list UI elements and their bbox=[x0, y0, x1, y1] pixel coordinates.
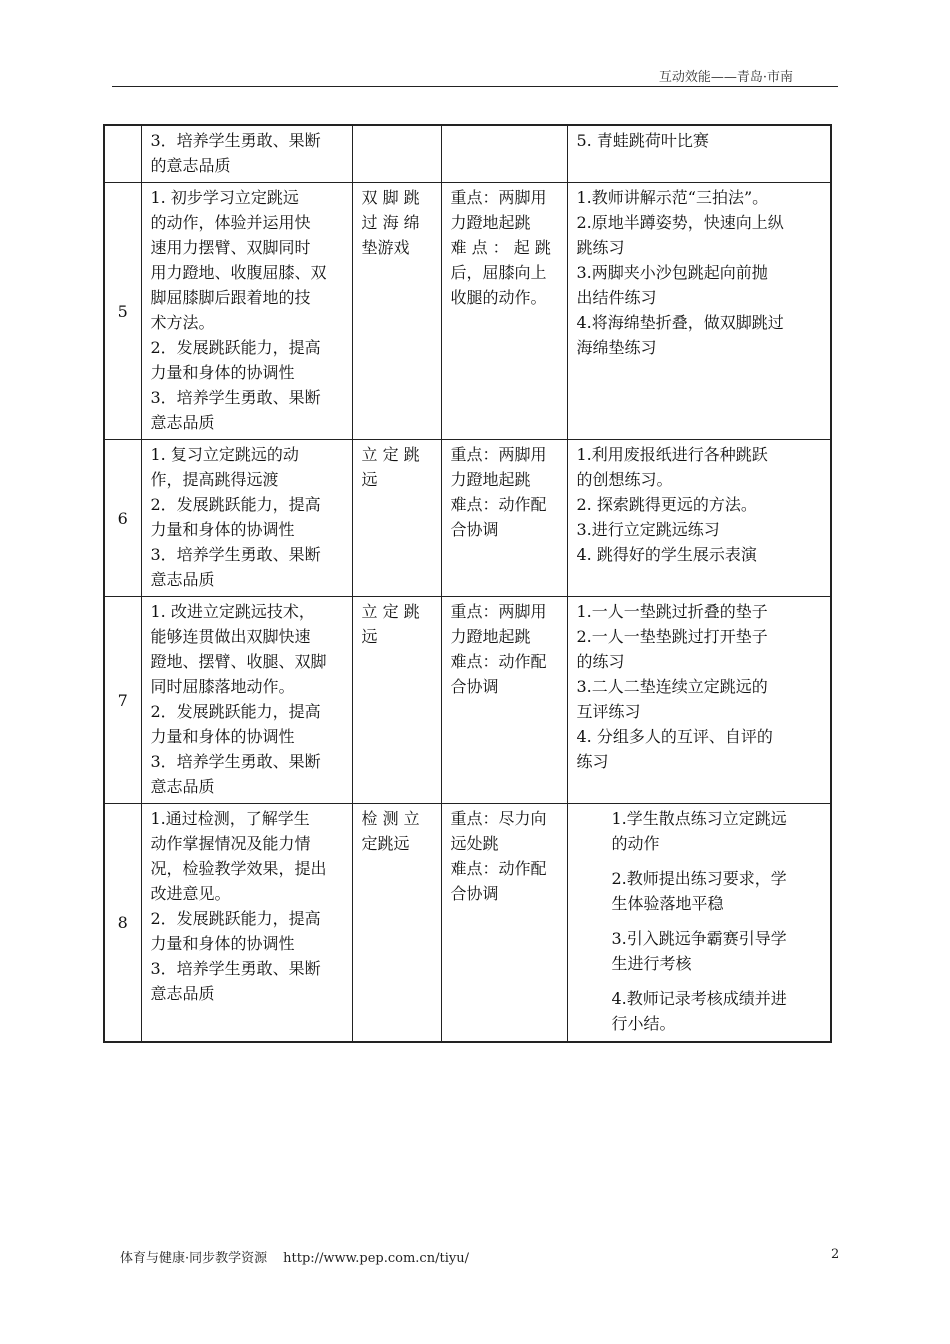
goal-line: 的意志品质 bbox=[150, 156, 231, 175]
content-line: 检 测 立 bbox=[361, 809, 420, 828]
content-line: 立 定 跳 bbox=[361, 445, 420, 464]
keypoints-cell bbox=[441, 125, 567, 183]
keypoint-line: 重点：两脚用 bbox=[450, 602, 547, 621]
page-number: 2 bbox=[831, 1247, 840, 1262]
content-cell bbox=[352, 183, 441, 440]
method-line: 练习 bbox=[576, 752, 609, 771]
goal-line: 3．培养学生勇敢、果断 bbox=[150, 752, 321, 771]
goal-line: 2．发展跳跃能力，提高 bbox=[150, 495, 321, 514]
methods-cell bbox=[567, 804, 831, 1042]
method-line: 4. 分组多人的互评、自评的 bbox=[576, 727, 773, 746]
goals-cell bbox=[141, 597, 352, 804]
content-line: 远 bbox=[361, 470, 378, 489]
content-line: 立 定 跳 bbox=[361, 602, 420, 621]
page-footer bbox=[120, 1247, 469, 1266]
method-line: 1.利用废报纸进行各种跳跃 bbox=[576, 445, 768, 464]
keypoint-line: 后，屈膝向上 bbox=[450, 263, 547, 282]
methods-cell bbox=[567, 183, 831, 440]
content-line: 定跳远 bbox=[361, 834, 410, 853]
goal-line: 改进意见。 bbox=[150, 884, 231, 903]
content-line: 双 脚 跳 bbox=[361, 188, 420, 207]
method-line: 1.一人一垫跳过折叠的垫子 bbox=[576, 602, 768, 621]
method-line: 1.教师讲解示范“三拍法”。 bbox=[576, 188, 769, 207]
keypoint-line: 力蹬地起跳 bbox=[450, 213, 531, 232]
content-line: 远 bbox=[361, 627, 378, 646]
keypoints-cell bbox=[441, 597, 567, 804]
method-line: 3.进行立定跳远练习 bbox=[576, 520, 720, 539]
content-cell bbox=[352, 125, 441, 183]
method-line: 3.两脚夹小沙包跳起向前抛 bbox=[576, 263, 768, 282]
method-line: 5. 青蛙跳荷叶比赛 bbox=[576, 131, 709, 150]
goal-line: 作，提高跳得远渡 bbox=[150, 470, 279, 489]
footer-url-link[interactable]: http://www.pep.com.cn/tiyu/ bbox=[283, 1251, 469, 1266]
goal-line: 同时屈膝落地动作。 bbox=[150, 677, 295, 696]
method-line: 2.一人一垫垫跳过打开垫子 bbox=[576, 627, 768, 646]
method-line: 海绵垫练习 bbox=[576, 338, 657, 357]
goal-line: 的动作，体验并运用快 bbox=[150, 213, 311, 232]
keypoint-line: 重点：尽力向 bbox=[450, 809, 547, 828]
goal-line: 意志品质 bbox=[150, 570, 215, 589]
goal-line: 3．培养学生勇敢、果断 bbox=[150, 131, 321, 150]
method-line: 3.引入跳远争霸赛引导学 bbox=[611, 929, 787, 948]
keypoint-line: 难点：动作配 bbox=[450, 652, 547, 671]
goals-cell bbox=[141, 125, 352, 183]
keypoint-line: 合协调 bbox=[450, 520, 499, 539]
method-line: 2. 探索跳得更远的方法。 bbox=[576, 495, 757, 514]
method-line: 4. 跳得好的学生展示表演 bbox=[576, 545, 757, 564]
methods-cell bbox=[567, 597, 831, 804]
goal-line: 蹬地、摆臂、收腿、双脚 bbox=[150, 652, 327, 671]
goal-line: 2．发展跳跃能力，提高 bbox=[150, 702, 321, 721]
methods-cell bbox=[567, 125, 831, 183]
goals-cell bbox=[141, 440, 352, 597]
goal-line: 力量和身体的协调性 bbox=[150, 520, 295, 539]
keypoint-line: 难 点 ： 起 跳 bbox=[450, 238, 551, 257]
keypoint-line: 收腿的动作。 bbox=[450, 288, 547, 307]
keypoint-line: 难点：动作配 bbox=[450, 859, 547, 878]
method-line: 的创想练习。 bbox=[576, 470, 673, 489]
goal-line: 脚屈膝脚后跟着地的技 bbox=[150, 288, 311, 307]
page-header-text: 互动效能——青岛·市南 bbox=[658, 70, 793, 85]
goal-line: 1. 初步学习立定跳远 bbox=[150, 188, 299, 207]
method-line: 3.二人二垫连续立定跳远的 bbox=[576, 677, 768, 696]
method-line: 的动作 bbox=[611, 834, 660, 853]
goal-line: 速用力摆臂、双脚同时 bbox=[150, 238, 311, 257]
goals-cell bbox=[141, 183, 352, 440]
keypoint-line: 重点：两脚用 bbox=[450, 188, 547, 207]
keypoint-line: 力蹬地起跳 bbox=[450, 470, 531, 489]
goal-line: 力量和身体的协调性 bbox=[150, 727, 295, 746]
table-row bbox=[104, 125, 831, 183]
method-line: 4.教师记录考核成绩并进 bbox=[611, 989, 787, 1008]
goal-line: 力量和身体的协调性 bbox=[150, 934, 295, 953]
method-line: 跳练习 bbox=[576, 238, 625, 257]
keypoints-cell bbox=[441, 183, 567, 440]
keypoints-cell bbox=[441, 440, 567, 597]
lesson-number: 6 bbox=[104, 440, 141, 597]
goal-line: 3．培养学生勇敢、果断 bbox=[150, 545, 321, 564]
method-line: 互评练习 bbox=[576, 702, 641, 721]
goal-line: 1. 改进立定跳远技术， bbox=[150, 602, 315, 621]
goal-line: 2．发展跳跃能力，提高 bbox=[150, 909, 321, 928]
lesson-number bbox=[104, 125, 141, 183]
keypoint-line: 重点：两脚用 bbox=[450, 445, 547, 464]
method-line: 行小结。 bbox=[611, 1014, 676, 1033]
goal-line: 意志品质 bbox=[150, 777, 215, 796]
method-line: 的练习 bbox=[576, 652, 625, 671]
lesson-plan-table bbox=[103, 124, 832, 1043]
footer-source: 体育与健康·同步教学资源 bbox=[120, 1251, 268, 1266]
goal-line: 1. 复习立定跳远的动 bbox=[150, 445, 299, 464]
header-divider bbox=[112, 86, 838, 87]
keypoint-line: 合协调 bbox=[450, 884, 499, 903]
lesson-number: 7 bbox=[104, 597, 141, 804]
keypoint-line: 合协调 bbox=[450, 677, 499, 696]
method-line: 4.将海绵垫折叠，做双脚跳过 bbox=[576, 313, 784, 332]
goals-cell bbox=[141, 804, 352, 1042]
method-line: 生体验落地平稳 bbox=[611, 894, 724, 913]
goal-line: 1.通过检测，了解学生 bbox=[150, 809, 310, 828]
goal-line: 意志品质 bbox=[150, 413, 215, 432]
table-row bbox=[104, 804, 831, 1042]
methods-cell bbox=[567, 440, 831, 597]
content-cell bbox=[352, 597, 441, 804]
method-line: 1.学生散点练习立定跳远 bbox=[611, 809, 787, 828]
goal-line: 意志品质 bbox=[150, 984, 215, 1003]
lesson-number: 5 bbox=[104, 183, 141, 440]
goal-line: 用力蹬地、收腹屈膝、双 bbox=[150, 263, 327, 282]
goal-line: 术方法。 bbox=[150, 313, 215, 332]
method-line: 出结件练习 bbox=[576, 288, 657, 307]
keypoint-line: 远处跳 bbox=[450, 834, 499, 853]
lesson-number: 8 bbox=[104, 804, 141, 1042]
goal-line: 力量和身体的协调性 bbox=[150, 363, 295, 382]
keypoints-cell bbox=[441, 804, 567, 1042]
keypoint-line: 难点：动作配 bbox=[450, 495, 547, 514]
goal-line: 能够连贯做出双脚快速 bbox=[150, 627, 311, 646]
method-line: 2.原地半蹲姿势，快速向上纵 bbox=[576, 213, 784, 232]
keypoint-line: 力蹬地起跳 bbox=[450, 627, 531, 646]
goal-line: 况，检验教学效果，提出 bbox=[150, 859, 327, 878]
content-cell bbox=[352, 804, 441, 1042]
table-row bbox=[104, 183, 831, 440]
method-line: 生进行考核 bbox=[611, 954, 692, 973]
method-line: 2.教师提出练习要求，学 bbox=[611, 869, 787, 888]
content-line: 过 海 绵 bbox=[361, 213, 420, 232]
goal-line: 3．培养学生勇敢、果断 bbox=[150, 959, 321, 978]
content-line: 垫游戏 bbox=[361, 238, 410, 257]
table-row bbox=[104, 597, 831, 804]
content-cell bbox=[352, 440, 441, 597]
goal-line: 动作掌握情况及能力情 bbox=[150, 834, 311, 853]
goal-line: 3．培养学生勇敢、果断 bbox=[150, 388, 321, 407]
table-row bbox=[104, 440, 831, 597]
goal-line: 2．发展跳跃能力，提高 bbox=[150, 338, 321, 357]
